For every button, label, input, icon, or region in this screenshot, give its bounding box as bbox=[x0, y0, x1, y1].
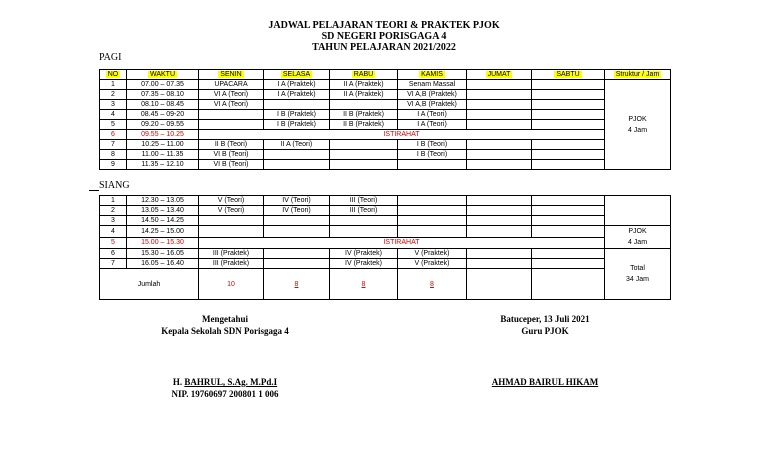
cell-kamis bbox=[398, 216, 467, 226]
cell-rabu: II A (Praktek) bbox=[330, 90, 398, 100]
row-number: 3 bbox=[100, 100, 127, 110]
column-header-label: WAKTU bbox=[149, 71, 176, 78]
cell-selasa bbox=[264, 150, 330, 160]
cell-sabtu bbox=[532, 150, 605, 160]
table-row bbox=[100, 140, 671, 150]
jumlah-sabtu bbox=[532, 269, 605, 300]
cell-senin: III (Praktek) bbox=[199, 249, 264, 259]
cell-senin: UPACARA bbox=[199, 80, 264, 90]
cell-kamis bbox=[398, 226, 467, 238]
pagi-header-row bbox=[100, 70, 671, 80]
headmaster-name: BAHRUL, S.Ag. M.Pd.I bbox=[184, 377, 278, 387]
cell-kamis bbox=[398, 196, 467, 206]
row-number: 6 bbox=[100, 249, 127, 259]
table-row bbox=[100, 120, 671, 130]
pagi-label: PAGI bbox=[99, 52, 122, 63]
jumlah-selasa: 8 bbox=[264, 269, 330, 300]
row-time: 13.05 – 13.40 bbox=[127, 206, 199, 216]
cell-sabtu bbox=[532, 196, 605, 206]
cell-selasa bbox=[264, 100, 330, 110]
cell-kamis: I B (Teori) bbox=[398, 150, 467, 160]
cell-rabu bbox=[330, 226, 398, 238]
row-time: 07.00 – 07.35 bbox=[127, 80, 199, 90]
column-header-label: SABTU bbox=[556, 71, 580, 78]
jumlah-rabu: 8 bbox=[330, 269, 398, 300]
cell-kamis: I A (Teori) bbox=[398, 110, 467, 120]
cell-rabu bbox=[330, 216, 398, 226]
row-number: 4 bbox=[100, 110, 127, 120]
column-header bbox=[532, 70, 605, 80]
column-header bbox=[398, 70, 467, 80]
jumlah-row bbox=[100, 269, 671, 300]
column-header bbox=[100, 70, 127, 80]
table-row bbox=[100, 259, 671, 269]
table-row bbox=[100, 249, 671, 259]
row-number: 4 bbox=[100, 226, 127, 238]
row-number: 6 bbox=[100, 130, 127, 140]
right-sign-line-1: Batuceper, 13 Juli 2021 bbox=[500, 314, 590, 324]
cell-sabtu bbox=[532, 216, 605, 226]
cell-selasa: IV (Teori) bbox=[264, 196, 330, 206]
row-time: 08.45 – 09-20 bbox=[127, 110, 199, 120]
row-number: 1 bbox=[100, 196, 127, 206]
table-row bbox=[100, 206, 671, 216]
pagi-schedule-table bbox=[99, 69, 671, 170]
cell-selasa bbox=[264, 259, 330, 269]
cell-jumat bbox=[467, 196, 532, 206]
cell-sabtu bbox=[532, 120, 605, 130]
cell-jumat bbox=[467, 100, 532, 110]
right-signature-name bbox=[455, 376, 635, 388]
table-row bbox=[100, 80, 671, 90]
column-header-label: Struktur / Jam bbox=[615, 71, 660, 78]
table-row bbox=[100, 100, 671, 110]
struktur-cell bbox=[605, 196, 671, 226]
row-number: 5 bbox=[100, 237, 127, 249]
cell-rabu: III (Teori) bbox=[330, 196, 398, 206]
cell-selasa: IV (Teori) bbox=[264, 206, 330, 216]
struktur-jam: 4 Jam bbox=[627, 126, 648, 134]
cell-senin: VI B (Teori) bbox=[199, 160, 264, 170]
table-row bbox=[100, 216, 671, 226]
row-time: 07.35 – 08.10 bbox=[127, 90, 199, 100]
row-time: 09.20 – 09.55 bbox=[127, 120, 199, 130]
column-header bbox=[127, 70, 199, 80]
row-number: 3 bbox=[100, 216, 127, 226]
struktur-subject: PJOK bbox=[628, 115, 647, 123]
table-row bbox=[100, 130, 671, 140]
cell-jumat bbox=[467, 259, 532, 269]
left-sign-line-2: Kepala Sekolah SDN Porisgaga 4 bbox=[161, 326, 289, 336]
cell-jumat bbox=[467, 150, 532, 160]
pagi-body bbox=[100, 80, 671, 170]
right-sign-line-2: Guru PJOK bbox=[521, 326, 569, 336]
total-jam: 34 Jam bbox=[626, 276, 649, 283]
column-header-label: KAMIS bbox=[421, 71, 443, 78]
jumlah-kamis: 8 bbox=[398, 269, 467, 300]
cell-rabu bbox=[330, 150, 398, 160]
cell-senin: V (Teori) bbox=[199, 206, 264, 216]
title-line-1: JADWAL PELAJARAN TEORI & PRAKTEK PJOK bbox=[268, 20, 500, 31]
cell-selasa bbox=[264, 226, 330, 238]
cell-senin bbox=[199, 216, 264, 226]
cell-kamis: V (Praktek) bbox=[398, 259, 467, 269]
cell-senin: III (Praktek) bbox=[199, 259, 264, 269]
cell-kamis: VI A,B (Praktek) bbox=[398, 100, 467, 110]
cell-jumat bbox=[467, 216, 532, 226]
siang-schedule-table bbox=[99, 195, 671, 300]
column-header bbox=[264, 70, 330, 80]
jumlah-jumat bbox=[467, 269, 532, 300]
struktur-cell bbox=[605, 80, 671, 170]
cell-kamis: V (Praktek) bbox=[398, 249, 467, 259]
struktur-jam: 4 Jam bbox=[627, 239, 648, 246]
left-sign-line-1: Mengetahui bbox=[202, 314, 248, 324]
cell-sabtu bbox=[532, 90, 605, 100]
cell-senin: VI A (Teori) bbox=[199, 90, 264, 100]
cell-sabtu bbox=[532, 259, 605, 269]
column-header bbox=[467, 70, 532, 80]
teacher-name: AHMAD BAIRUL HIKAM bbox=[491, 377, 599, 387]
row-time: 08.10 – 08.45 bbox=[127, 100, 199, 110]
cell-selasa bbox=[264, 249, 330, 259]
cell-senin bbox=[199, 120, 264, 130]
cell-rabu: IV (Praktek) bbox=[330, 249, 398, 259]
cell-kamis bbox=[398, 206, 467, 216]
row-time: 11.35 – 12.10 bbox=[127, 160, 199, 170]
jumlah-label: Jumlah bbox=[100, 269, 199, 300]
cell-rabu: II B (Praktek) bbox=[330, 120, 398, 130]
cell-senin: VI A (Teori) bbox=[199, 100, 264, 110]
row-number: 2 bbox=[100, 206, 127, 216]
cell-kamis: I B (Teori) bbox=[398, 140, 467, 150]
struktur-cell bbox=[605, 226, 671, 249]
right-signature-heading bbox=[455, 313, 635, 337]
row-number: 2 bbox=[100, 90, 127, 100]
row-time: 11.00 – 11.35 bbox=[127, 150, 199, 160]
table-row bbox=[100, 237, 671, 249]
cell-rabu: II B (Praktek) bbox=[330, 110, 398, 120]
total-cell bbox=[605, 249, 671, 300]
cell-rabu bbox=[330, 140, 398, 150]
row-number: 7 bbox=[100, 259, 127, 269]
table-row bbox=[100, 196, 671, 206]
cell-senin: V (Teori) bbox=[199, 196, 264, 206]
cell-selasa bbox=[264, 216, 330, 226]
left-signature-name bbox=[120, 376, 330, 400]
row-time: 15.00 – 15.30 bbox=[127, 237, 199, 249]
cell-rabu: III (Teori) bbox=[330, 206, 398, 216]
row-time: 15.30 – 16.05 bbox=[127, 249, 199, 259]
row-number: 9 bbox=[100, 160, 127, 170]
cell-sabtu bbox=[532, 160, 605, 170]
break-label: ISTIRAHAT bbox=[199, 237, 605, 249]
cell-jumat bbox=[467, 249, 532, 259]
cell-senin: II B (Teori) bbox=[199, 140, 264, 150]
cell-selasa: I A (Praktek) bbox=[264, 80, 330, 90]
cell-sabtu bbox=[532, 110, 605, 120]
column-header-label: JUMAT bbox=[487, 71, 511, 78]
cell-selasa: II A (Teori) bbox=[264, 140, 330, 150]
row-time: 09.55 – 10.25 bbox=[127, 130, 199, 140]
title-line-2: SD NEGERI PORISGAGA 4 bbox=[321, 31, 447, 42]
headmaster-nip: NIP. 19760697 200801 1 006 bbox=[171, 389, 279, 399]
cell-senin bbox=[199, 110, 264, 120]
cell-selasa: I B (Praktek) bbox=[264, 110, 330, 120]
left-signature-heading bbox=[120, 313, 330, 337]
total-label: Total bbox=[630, 265, 645, 272]
cell-jumat bbox=[467, 110, 532, 120]
cell-jumat bbox=[467, 226, 532, 238]
struktur-subject: PJOK bbox=[628, 228, 647, 235]
cell-selasa bbox=[264, 160, 330, 170]
cell-jumat bbox=[467, 140, 532, 150]
cell-sabtu bbox=[532, 80, 605, 90]
title-line-3: TAHUN PELAJARAN 2021/2022 bbox=[312, 42, 456, 53]
cell-rabu: IV (Praktek) bbox=[330, 259, 398, 269]
cell-sabtu bbox=[532, 226, 605, 238]
column-header-label: NO bbox=[107, 71, 119, 78]
table-row bbox=[100, 226, 671, 238]
row-time: 10.25 – 11.00 bbox=[127, 140, 199, 150]
jumlah-senin: 10 bbox=[199, 269, 264, 300]
cell-rabu bbox=[330, 100, 398, 110]
cell-sabtu bbox=[532, 249, 605, 259]
cell-sabtu bbox=[532, 206, 605, 216]
column-header-label: SENIN bbox=[220, 71, 242, 78]
column-header-label: SELASA bbox=[282, 71, 311, 78]
siang-divider bbox=[89, 190, 99, 191]
table-row bbox=[100, 110, 671, 120]
row-time: 14.25 – 15.00 bbox=[127, 226, 199, 238]
cell-sabtu bbox=[532, 100, 605, 110]
left-name-prefix: H. bbox=[172, 377, 185, 387]
row-time: 14.50 – 14.25 bbox=[127, 216, 199, 226]
cell-jumat bbox=[467, 90, 532, 100]
row-number: 1 bbox=[100, 80, 127, 90]
document-title bbox=[0, 20, 768, 53]
cell-jumat bbox=[467, 120, 532, 130]
cell-rabu bbox=[330, 160, 398, 170]
cell-kamis: I A (Teori) bbox=[398, 120, 467, 130]
row-number: 7 bbox=[100, 140, 127, 150]
cell-senin bbox=[199, 226, 264, 238]
row-time: 12.30 – 13.05 bbox=[127, 196, 199, 206]
cell-rabu: II A (Praktek) bbox=[330, 80, 398, 90]
cell-selasa: I B (Praktek) bbox=[264, 120, 330, 130]
siang-body bbox=[100, 196, 671, 300]
column-header bbox=[199, 70, 264, 80]
column-header bbox=[605, 70, 671, 80]
cell-senin: VI B (Teori) bbox=[199, 150, 264, 160]
cell-jumat bbox=[467, 206, 532, 216]
column-header-label: RABU bbox=[353, 71, 374, 78]
row-number: 5 bbox=[100, 120, 127, 130]
cell-sabtu bbox=[532, 140, 605, 150]
table-row bbox=[100, 90, 671, 100]
cell-jumat bbox=[467, 160, 532, 170]
row-number: 8 bbox=[100, 150, 127, 160]
row-time: 16.05 – 16.40 bbox=[127, 259, 199, 269]
table-row bbox=[100, 150, 671, 160]
cell-kamis: Senam Massal bbox=[398, 80, 467, 90]
column-header bbox=[330, 70, 398, 80]
cell-kamis: VI A,B (Praktek) bbox=[398, 90, 467, 100]
cell-jumat bbox=[467, 80, 532, 90]
table-row bbox=[100, 160, 671, 170]
siang-label: SIANG bbox=[99, 180, 130, 191]
cell-selasa: I A (Praktek) bbox=[264, 90, 330, 100]
cell-kamis bbox=[398, 160, 467, 170]
break-label: ISTIRAHAT bbox=[199, 130, 605, 140]
